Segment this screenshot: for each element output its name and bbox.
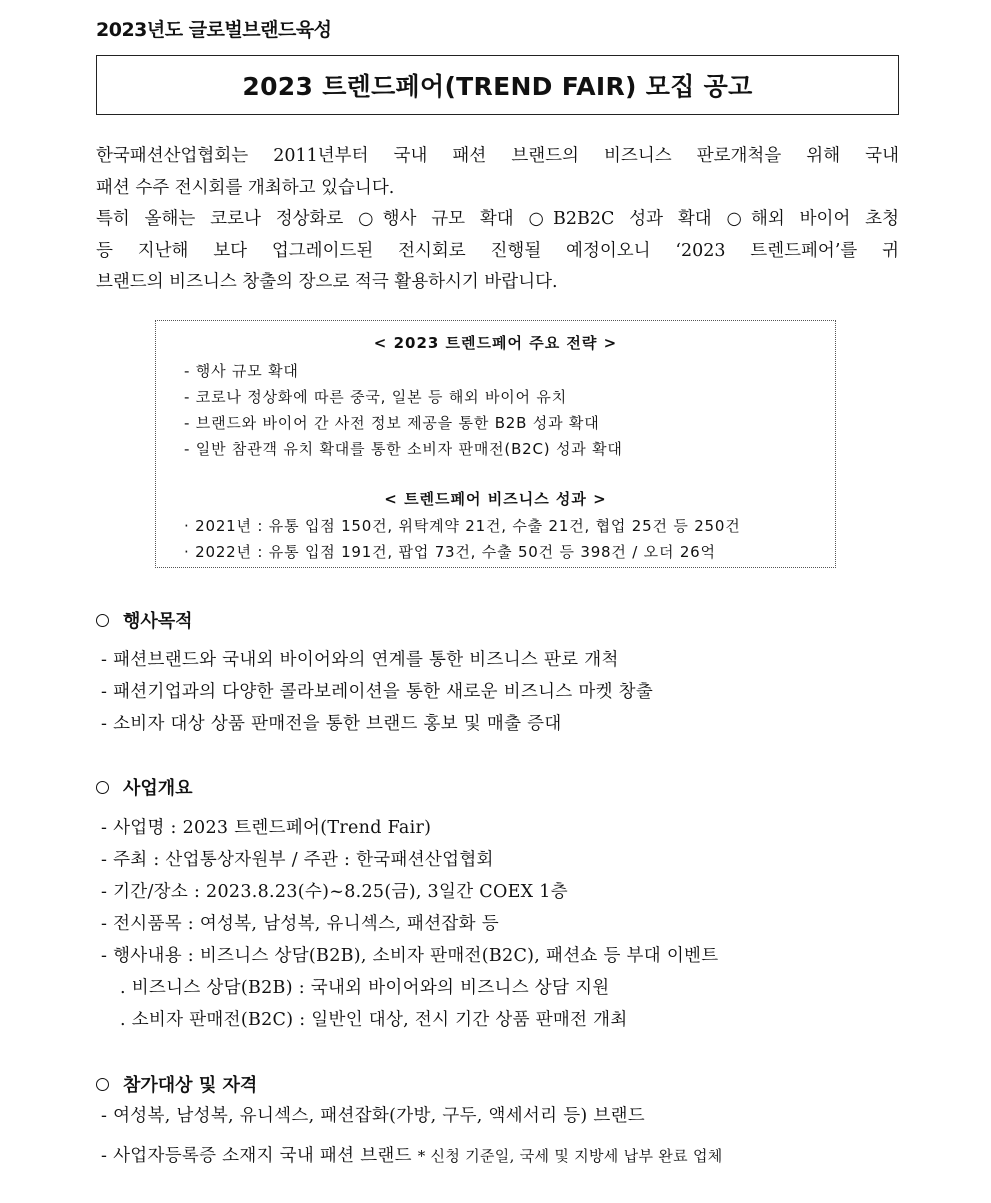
purpose-item: - 패션기업과의 다양한 콜라보레이션을 통한 새로운 비즈니스 마켓 창출 [101,682,654,702]
section-heading-purpose [96,607,193,633]
header-label: 2023년도 글로벌브랜드육성 [96,19,332,41]
overview-item: - 사업명 : 2023 트렌드페어(Trend Fair) [101,818,432,838]
strategy-item: - 일반 참관객 유치 확대를 통한 소비자 판매전(B2C) 성과 확대 [184,440,623,458]
overview-item: - 전시품목 : 여성복, 남성복, 유니섹스, 패션잡화 등 [101,914,499,934]
eligibility-item: - 사업자등록증 소재지 국내 패션 브랜드 [101,1146,412,1166]
overview-item: - 기간/장소 : 2023.8.23(수)~8.25(금), 3일간 COEX 1층 [101,882,568,902]
strategy-heading: < 2023 트렌드페어 주요 전략 > [373,334,618,352]
intro-line: 브랜드의 비즈니스 창출의 장으로 적극 활용하시기 바랍니다. [96,272,558,292]
overview-item: - 주최 : 산업통상자원부 / 주관 : 한국패션산업협회 [101,850,494,870]
strategy-item: - 브랜드와 바이어 간 사전 정보 제공을 통한 B2B 성과 확대 [184,414,600,432]
intro-line: 한국패션산업협회는 2011년부터 국내 패션 브랜드의 비즈니스 판로개척을 위해 국내 [96,146,899,166]
section-heading-text: 행사목적 [123,611,193,632]
section-heading-text: 사업개요 [123,778,193,799]
purpose-item: - 소비자 대상 상품 판매전을 통한 브랜드 홍보 및 매출 증대 [101,714,562,734]
eligibility-item: - 여성복, 남성복, 유니섹스, 패션잡화(가방, 구두, 액세서리 등) 브랜드 [101,1106,646,1126]
title-box [96,55,899,115]
results-heading: < 트렌드페어 비즈니스 성과 > [384,490,607,508]
result-item: · 2021년 : 유통 입점 150건, 위탁계약 21건, 수출 21건, 협업 25건 등 250건 [184,517,741,535]
eligibility-item-row [101,1142,723,1167]
section-heading-eligibility [96,1071,257,1097]
section-heading-overview [96,774,193,800]
strategy-box [155,320,836,568]
result-item: · 2022년 : 유통 입점 191건, 팝업 73건, 수출 50건 등 398건 / 오더 26억 [184,543,716,561]
strategy-item: - 코로나 정상화에 따른 중국, 일본 등 해외 바이어 유치 [184,388,567,406]
eligibility-note: * 신청 기준일, 국세 및 지방세 납부 완료 업체 [417,1147,723,1165]
circle-bullet-icon [96,781,109,794]
strategy-item: - 행사 규모 확대 [184,362,299,380]
overview-sub-item: . 비즈니스 상담(B2B) : 국내외 바이어와의 비즈니스 상담 지원 [120,978,610,998]
circle-bullet-icon [96,1078,109,1091]
intro-line: 패션 수주 전시회를 개최하고 있습니다. [96,177,395,198]
page-title: 2023 트렌드페어(TREND FAIR) 모집 공고 [242,72,753,101]
purpose-item: - 패션브랜드와 국내외 바이어와의 연계를 통한 비즈니스 판로 개척 [101,650,619,670]
overview-sub-item: . 소비자 판매전(B2C) : 일반인 대상, 전시 기간 상품 판매전 개최 [120,1010,628,1030]
intro-line: 등 지난해 보다 업그레이드된 전시회로 진행될 예정이오니 ‘2023 트렌드페어’를 귀 [96,240,899,261]
intro-paragraph [96,141,899,299]
intro-line: 특히 올해는 코로나 정상화로 ○행사 규모 확대 ○B2B2C 성과 확대 ○해외 바이어 초청 [96,209,899,229]
overview-item: - 행사내용 : 비즈니스 상담(B2B), 소비자 판매전(B2C), 패션쇼 등 부대 이벤트 [101,946,719,966]
circle-bullet-icon [96,614,109,627]
section-heading-text: 참가대상 및 자격 [123,1075,258,1096]
